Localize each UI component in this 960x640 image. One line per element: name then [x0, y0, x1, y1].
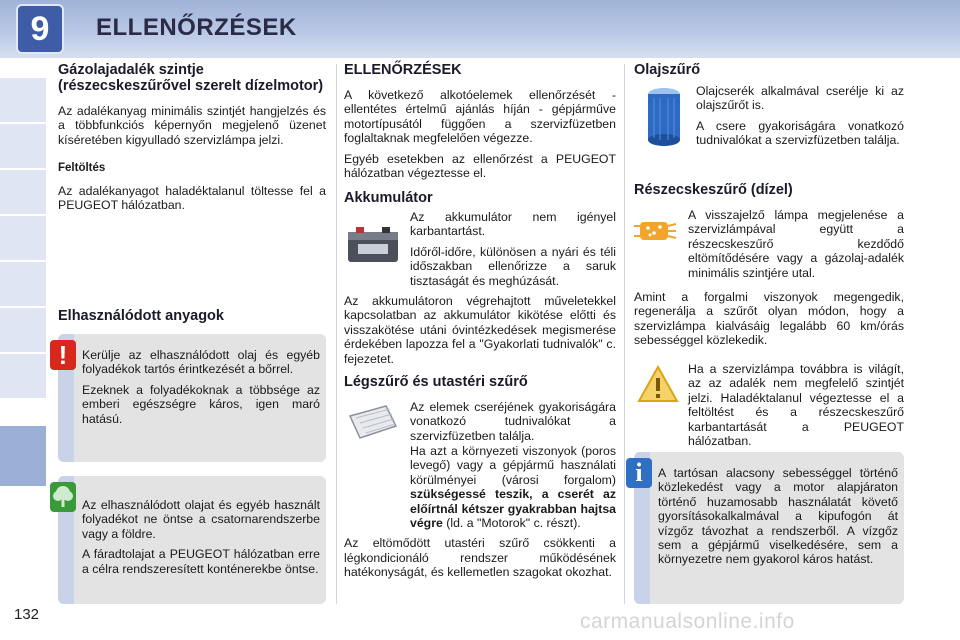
oil-filter-title: Olajszűrő	[634, 62, 701, 78]
eco-box	[58, 476, 326, 604]
refill-text: Az adalékanyagot haladéktalanul töltesse fel a PEUGEOT hálózatban.	[58, 183, 326, 213]
air-filter-text-2a: Ha azt a környezeti viszonyok (poros levegő) vagy a gépjármű használati körülményei (városi forgalom)	[410, 444, 616, 487]
eco-text-2: A fáradtolajat a PEUGEOT hálózatban erre a célra rendszeresített konténerekbe öntse.	[82, 547, 320, 576]
air-filter-text-2-bold: szükségessé teszik, a cserét az előírtnál kétszer gyakrabban hajtsa végre	[410, 487, 616, 531]
air-filter-text-3: Az eltömődött utastéri szűrő csökkenti a légkondicionáló rendszer működésének hatékonyságát, és kellemetlen szagokat okozhat.	[344, 536, 616, 580]
checks-intro-1: A következő alkotóelemek ellenőrzését - ellentétes értelmű ajánlás híján - gépjárműve motortípusától függően a szervizfüzetben foglaltaknak megfelelően végezze.	[344, 88, 616, 146]
particle-filter-title: Részecskeszűrő (dízel)	[634, 182, 793, 198]
tree-icon	[50, 482, 76, 512]
info-text: A tartósan alacsony sebességgel történő közlekedést vagy a motor alapjáraton történő huzamosabb használatát követő gyorsításokalkalmával a kipufogón át vízgőz távozhat a rendszerből. A vízgőz sem a gépjármű viselkedésére, sem a környezetre nem gyakorol káros hatást.	[658, 466, 898, 567]
oil-filter-icon	[644, 84, 684, 150]
chapter-tabs-strip	[0, 58, 46, 640]
particle-filter-lamp-icon	[634, 214, 678, 250]
battery-text-1: Az akkumulátor nem igényel karbantartást.	[410, 210, 616, 239]
page-title: ELLENŐRZÉSEK	[96, 14, 297, 41]
additive-level-title: Gázolajadalék szintje (részecskeszűrővel szerelt dízelmotor)	[58, 62, 324, 94]
page-number: 132	[14, 606, 40, 623]
info-icon: i	[626, 458, 652, 488]
warning-text-2: Ezeknek a folyadékoknak a többsége az emberi egészségre káros, igen maró hatású.	[82, 382, 320, 426]
watermark: carmanualsonline.info	[580, 610, 795, 633]
warning-box	[58, 334, 326, 462]
refill-title: Feltöltés	[58, 162, 106, 175]
battery-title: Akkumulátor	[344, 190, 433, 207]
air-filter-title: Légszűrő és utastéri szűrő	[344, 374, 528, 391]
oil-filter-text-1: Olajcserék alkalmával cserélje ki az olajszűrőt is.	[696, 84, 904, 113]
air-filter-text-2	[344, 444, 616, 530]
battery-text-3: Az akkumulátoron végrehajtott műveletekkel kapcsolatban az akkumulátor kikötése előtti és visszakötése utáni óvintézkedések megismerése érdekében lapozza fel a "Gyakorlati tudnivalók" c. fejezetet.	[344, 294, 616, 366]
warning-text-1: Kerülje az elhasználódott olaj és egyéb folyadékok tartós érintkezését a bőrrel.	[82, 348, 320, 377]
particle-filter-text-3: Ha a szervizlámpa továbbra is világít, az az adalék nem megfelelő szintjét jelzi. Haladéktalanul végeztesse el a feltöltést és a részecskeszűrő karbantartását a PEUGEOT hálózatban.	[688, 362, 904, 449]
air-filter-icon	[346, 402, 400, 444]
chapter-number: 9	[18, 6, 62, 52]
oil-filter-text-2: A csere gyakoriságára vonatkozó tudnivalókat a szervizfüzetben találja.	[696, 118, 904, 148]
used-materials-title: Elhasználódott anyagok	[58, 308, 224, 324]
info-box	[634, 452, 904, 604]
additive-level-text: Az adalékanyag minimális szintjét hangjelzés és a többfunkciós képernyőn megjelenő üzenet kíséretében kigyulladó szervizlámpa jelzi.	[58, 104, 326, 147]
battery-text-2: Időről-időre, különösen a nyári és téli időszakban ellenőrizze a saruk tisztaságát és meghúzását.	[410, 244, 616, 288]
eco-text-1: Az elhasználódott olajat és egyéb használt folyadékot ne öntse a csatornarendszerbe vagy a földre.	[82, 498, 320, 541]
particle-filter-text-1: A visszajelző lámpa megjelenése a szervizlámpával együtt a részecskeszűrő kezdődő eltömítődésére vagy a gázolaj-adalék minimális szintjére utal.	[688, 208, 904, 280]
battery-icon	[344, 222, 402, 266]
exclamation-icon: !	[50, 340, 76, 370]
checks-title: ELLENŐRZÉSEK	[344, 62, 462, 78]
checks-intro-2: Egyéb esetekben az ellenőrzést a PEUGEOT hálózatban végeztesse el.	[344, 151, 616, 181]
air-filter-text-1: Az elemek cseréjének gyakoriságára vonatkozó tudnivalókat a szervizfüzetben találja.	[410, 400, 616, 443]
particle-filter-text-2: Amint a forgalmi viszonyok megengedik, regenerálja a szűrőt olyan módon, hogy a szervizlámpa kialvásáig legalább 60 km/órás sebességgel közlekedik.	[634, 290, 904, 348]
air-filter-text-2c: (ld. a "Motorok" c. részt).	[446, 516, 581, 531]
